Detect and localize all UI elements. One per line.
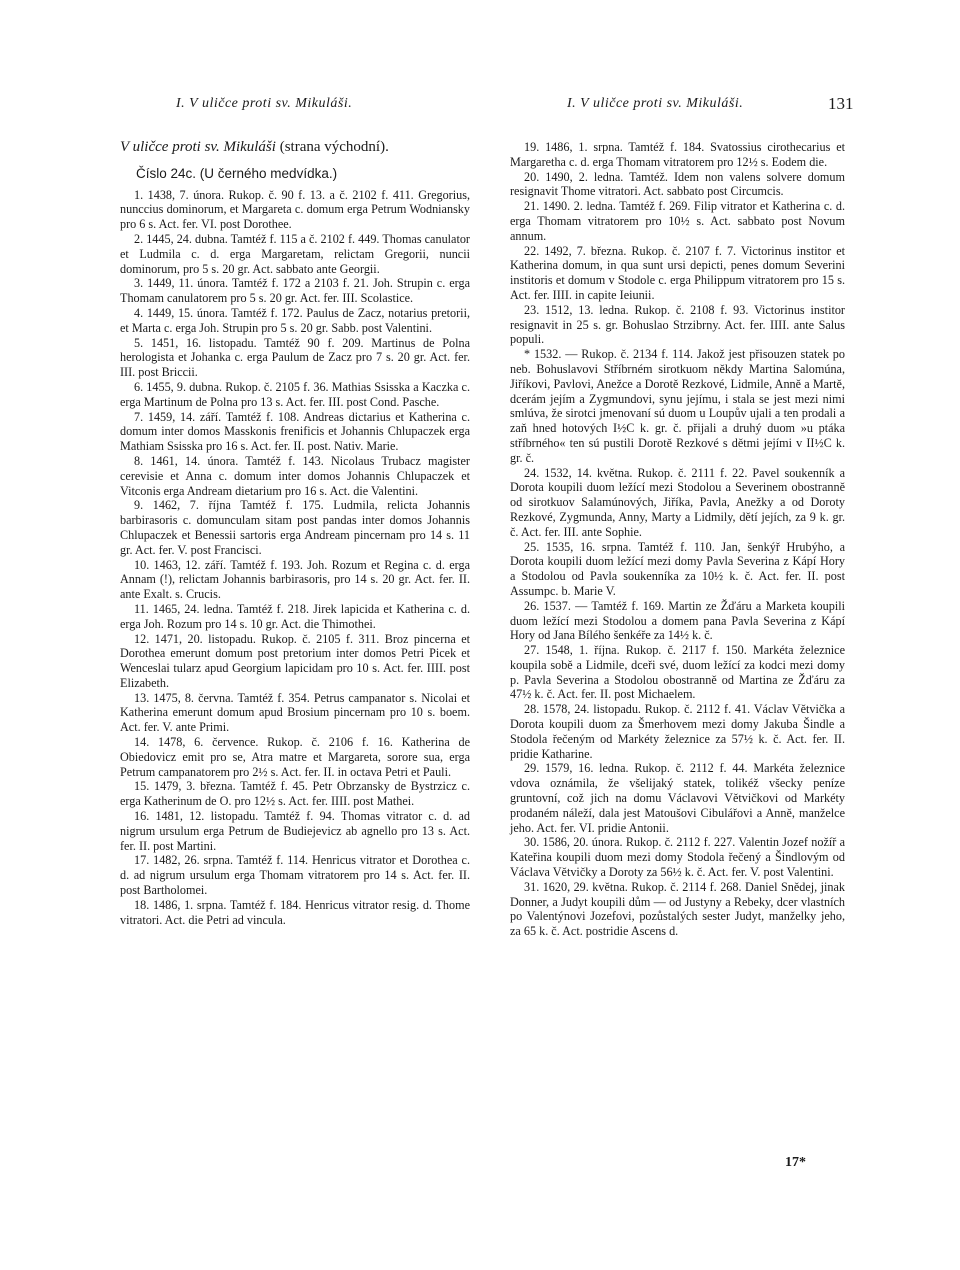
record-entry: 3. 1449, 11. února. Tamtéž f. 172 a 2103 f. 21. Joh. Strupin c. erga Thomam canulatorem pro 5 s. 20 gr. Act. fer. III. Scolastice. [120,276,470,306]
record-entry: 22. 1492, 7. března. Rukop. č. 2107 f. 7. Victorinus institor et Katherina domum, in qua sunt ursi depicti, penes domum Severini institoris et domum v Stodole c. erga Philippum vitratorem pro 15 s. Act. fer. IIII. in capite Ieiunii. [510,243,845,302]
record-entry: 11. 1465, 24. ledna. Tamtéž f. 218. Jirek lapicida et Katherina c. d. erga Joh. Rozum pro 14 s. 10 gr. Act. die Thimothei. [120,601,470,631]
running-header [0,96,960,120]
section-heading-side: (strana východní). [275,139,389,155]
right-entry-list [510,140,845,939]
running-title-left: I. V uličce proti sv. Mikuláši. [176,96,353,111]
record-entry: 16. 1481, 12. listopadu. Tamtéž f. 94. Thomas vitrator c. d. ad nigrum ursulum erga Petrum de Budiejevicz ab agnello pro 13 s. Act. fer. II. post Martini. [120,809,470,853]
record-entry: 7. 1459, 14. září. Tamtéž f. 108. Andreas dictarius et Katherina c. domum inter domos Masskonis frenificis et Johannis Chlupaczek erga Mathiam Ssisska pro 16 s. Act. fer. II. post. Nativ. Marie. [120,409,470,454]
record-entry: 29. 1579, 16. ledna. Rukop. č. 2112 f. 44. Markéta železnice vdova oznámila, že všelijaký statek, tolikéž všecky peníze gruntovní, což jich na domu Václavovi Větvičkovi od Markéty prodaném náleží, dala jest Matoušovi Cibulářovi a Anně, manželce jeho. Act. fer. VI. pridie Antonii. [510,761,845,835]
record-entry: 17. 1482, 26. srpna. Tamtéž f. 114. Henricus vitrator et Dorothea c. d. ad nigrum ursulum erga Thomam vitratorem pro 14 s. Act. fer. II. post Bartholomei. [120,853,470,898]
house-subheading: Číslo 24c. (U černého medvídka.) [136,165,338,181]
record-entry: 24. 1532, 14. května. Rukop. č. 2111 f. 22. Pavel soukenník a Dorota koupili duom ležící mezi Stodolou a Severinem obostranně od sirotkuov Salamúnových, Jiříka, Pavla, Anežky a od Doroty Rezkové, Zygmunda, Anny, Marty a Lidmily, dětí jejích, za 9 k. gr. č. Act. fer. III. ante Sophie. [510,465,845,539]
record-entry: 28. 1578, 24. listopadu. Rukop. č. 2112 f. 41. Václav Větvička a Dorota koupili duom za Šmerhovem mezi domy Jakuba Šindle a Stodola řečeným od Markéty železnice za 57½ k. č. Act. fer. II. pridie Katharine. [510,702,845,761]
section-heading [120,140,470,155]
left-entry-list [120,188,470,928]
record-entry: 19. 1486, 1. srpna. Tamtéž f. 184. Svatossius cirothecarius et Margaretha c. d. erga Thomam vitratorem pro 12½ s. Eodem die. [510,140,845,169]
signature-mark: 17* [785,1155,806,1170]
record-entry: 12. 1471, 20. listopadu. Rukop. č. 2105 f. 311. Broz pincerna et Dorothea emerunt domum post pretorium inter domos Petri Picek et Wenceslai tularz apud Georgium lapicidam pro 10 s. Act. fer. IIII. post Elizabeth. [120,631,470,690]
record-entry: 9. 1462, 7. října Tamtéž f. 175. Ludmila, relicta Johannis barbirasoris c. domunculam sitam post pandas inter domos Johannis Chlupaczek et Benessii sartoris erga Andream pincernam pro 14 s. 11 gr. Act. fer. V. post Francisci. [120,498,470,557]
record-entry: 4. 1449, 15. února. Tamtéž f. 172. Paulus de Zacz, notarius pretorii, et Marta c. erga Joh. Strupin pro 5 s. 20 gr. Sabb. post Valentini. [120,305,470,335]
record-entry: 26. 1537. — Tamtéž f. 169. Martin ze Žďáru a Marketa koupili duom ležící mezi Stodolou a domem pana Pavla Severina z Kápí Hory od Jana Bílého šenkéře za 14½ k. č. [510,598,845,643]
record-entry: 18. 1486, 1. srpna. Tamtéž f. 184. Henricus vitrator resig. d. Thome vitratori. Act. die Petri ad vincula. [120,897,470,927]
record-entry: 2. 1445, 24. dubna. Tamtéž f. 115 a č. 2102 f. 449. Thomas canulator et Ludmila c. d. erga Margaretam, relictam Gregorii, nuncii dominorum, pro 5 s. 20 gr. Act. sabbato ante Georgii. [120,231,470,276]
record-entry: 14. 1478, 6. července. Rukop. č. 2106 f. 16. Katherina de Obiedovicz emit pro se, Atra matre et Margareta, sorore sua, erga Petrum campanatorem pro 2½ s. Act. fer. II. in octava Petri et Pauli. [120,735,470,779]
record-entry: * 1532. — Rukop. č. 2134 f. 114. Jakož jest přisouzen statek po neb. Bohuslavovi Stříbrném sirotkuom někdy Martina Salomúna, Jiříkovi, Pavlovi, Anežce a Dorotě Rezkové, Lidmile, Anně a Martě, dcerám jejím a Zygmundovi, synu jejímu, i stala se jest mezi nimi smlúva, že sirotci jmenovaní sú duom u Loupův ujali a ten prodali a zaň hned hotových I½C k. gr. č. přijali a druhý duom »u ptáka stříbrného« ten sú pustili Dorotě Rezkové s dětmi jejími v II½C k. gr. č. [510,347,845,465]
record-entry: 10. 1463, 12. září. Tamtéž f. 193. Joh. Rozum et Regina c. d. erga Annam (!), relictam Johannis barbirasoris, pro 14 s. 20 gr. Act. fer. II. ante Exalt. s. Crucis. [120,557,470,602]
record-entry: 20. 1490, 2. ledna. Tamtéž. Idem non valens solvere domum resignavit Thome vitratori. Act. sabbato post Circumcis. [510,169,845,199]
record-entry: 27. 1548, 1. října. Rukop. č. 2117 f. 150. Markéta železnice koupila sobě a Lidmile, dceři své, duom ležící za kodci mezi domy p. Pavla Severina a Stodolou obostranně od Martina ze Žďáru za 47½ k. č. Act. fer. II. post Michaelem. [510,643,845,702]
record-entry: 31. 1620, 29. května. Rukop. č. 2114 f. 268. Daniel Snědej, jinak Donner, a Judyt koupili dům — od Justyny a Rebeky, dcer vlastních po Valentýnovi Jozefovi, pozůstalých sester Judyt, manželky jeho, za 65 k. č. Act. postridie Ascens d. [510,879,845,939]
record-entry: 21. 1490. 2. ledna. Tamtéž f. 269. Filip vitrator et Katherina c. d. erga Thomam vitratorem pro 10½ s. Act. sabbato post Novum annum. [510,199,845,243]
right-column [510,140,845,939]
record-entry: 6. 1455, 9. dubna. Rukop. č. 2105 f. 36. Mathias Ssisska a Kaczka c. erga Martinum de Polna pro 13 s. Act. fer. III. post Cond. Pasche. [120,379,470,409]
record-entry: 1. 1438, 7. února. Rukop. č. 90 f. 13. a č. 2102 f. 411. Gregorius, nunccius dominorum, et Margareta c. domum erga Petrum Wodniansky pro 6 s. Act. fer. VI. post Dorothee. [120,187,470,232]
record-entry: 30. 1586, 20. února. Rukop. č. 2112 f. 227. Valentin Jozef nožíř a Kateřina koupili duom mezi domy Stodola řečený a Šindlovým od Václava Větvičky a Doroty za 56½ k. č. Act. fer. V. post Valentini. [510,835,845,880]
record-entry: 13. 1475, 8. června. Tamtéž f. 354. Petrus campanator s. Nicolai et Katherina emerunt domum apud Brosium pincernam pro 10 s. boem. Act. fer. V. ante Primi. [120,690,470,735]
section-heading-street: V uličce proti sv. Mikuláši [120,139,276,155]
record-entry: 8. 1461, 14. února. Tamtéž f. 143. Nicolaus Trubacz magister cerevisie et Anna c. domum inter domos Johannis Chlupaczek et Vitconis erga Andream dietarium pro 16 s. Act. die Valentini. [120,453,470,498]
left-column [120,140,470,927]
record-entry: 5. 1451, 16. listopadu. Tamtéž 90 f. 209. Martinus de Polna herologista et Johanka c. erga Paulum de Zacz pro 7 s. 20 gr. Act. fer. III. post Briccii. [120,335,470,380]
record-entry: 23. 1512, 13. ledna. Rukop. č. 2108 f. 93. Victorinus institor resignavit in 25 s. gr. Bohuslao Strzibrny. Act. fer. IIII. ante Salus populi. [510,302,845,347]
running-title-right: I. V uličce proti sv. Mikuláši. [567,96,744,111]
page-number: 131 [828,94,854,113]
record-entry: 15. 1479, 3. března. Tamtéž f. 45. Petr Obrzansky de Bystrzicz c. erga Katherinum de O. pro 12½ s. Act. fer. IIII. post Mathei. [120,779,470,809]
record-entry: 25. 1535, 16. srpna. Tamtéž f. 110. Jan, šenkýř Hrubýho, a Dorota koupili duom ležící mezi domy Pavla Severina z Kápí Hory a Stodolou od Pavla soukenníka za 10½ k. č. Act. fer. II. post Assumpc. b. Marie V. [510,539,845,598]
